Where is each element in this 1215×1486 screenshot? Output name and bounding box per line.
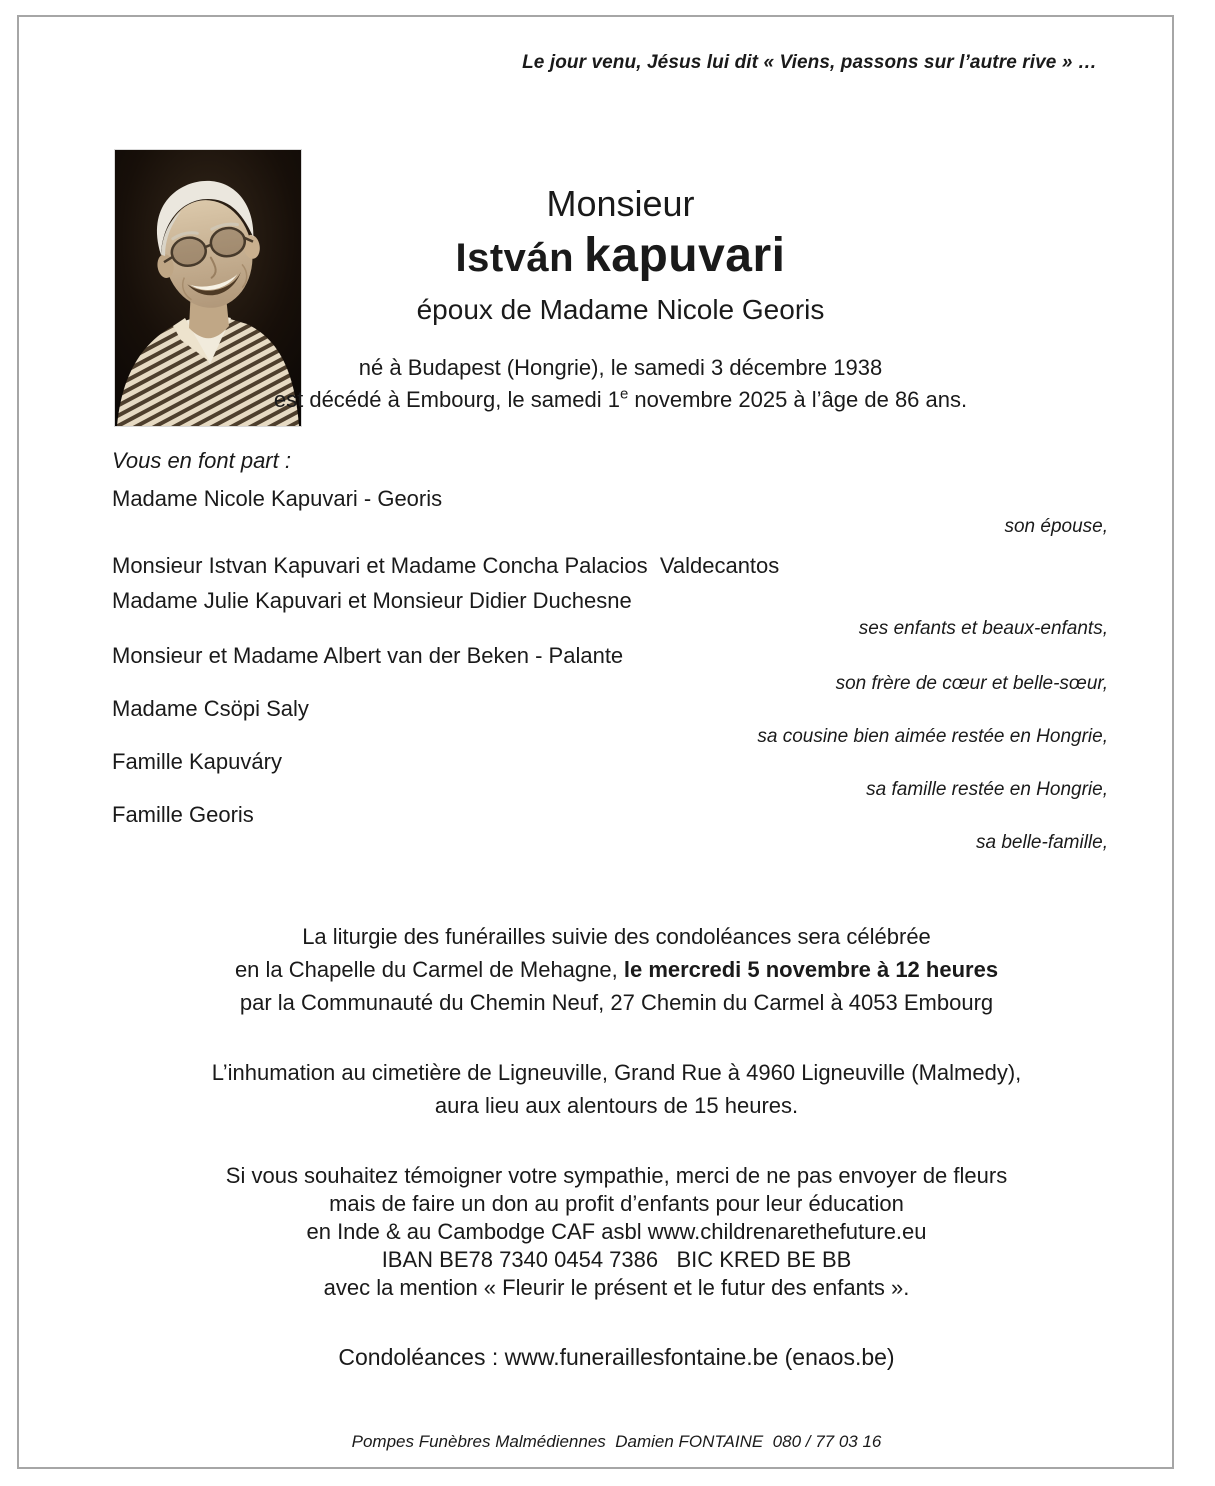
donation-line1: Si vous souhaitez témoigner votre sympathie, merci de ne pas envoyer de fleurs bbox=[225, 1163, 1008, 1188]
death-line-ordinal: e bbox=[619, 385, 629, 403]
deceased-last-name: kapuvari bbox=[584, 229, 786, 282]
family-list bbox=[112, 486, 1108, 855]
burial-details bbox=[0, 1056, 1215, 1122]
deceased-heading bbox=[0, 182, 1215, 416]
family-entry bbox=[112, 643, 1108, 696]
family-entry bbox=[112, 486, 1108, 539]
family-relation: son frère de cœur et belle-sœur, bbox=[835, 673, 1108, 694]
family-relation: son épouse, bbox=[1004, 516, 1108, 537]
deceased-name bbox=[26, 228, 1215, 286]
donation-details bbox=[0, 1162, 1215, 1302]
announcement-intro: Vous en font part : bbox=[112, 448, 291, 473]
birth-line: né à Budapest (Hongrie), le samedi 3 décembre 1938 bbox=[358, 355, 883, 380]
family-entry bbox=[112, 802, 1108, 855]
donation-line2: mais de faire un don au profit d’enfants pour leur éducation bbox=[329, 1191, 904, 1216]
family-relation: sa belle-famille, bbox=[976, 832, 1108, 853]
family-entry bbox=[112, 696, 1108, 749]
ceremony-line2-location: en la Chapelle du Carmel de Mehagne, bbox=[234, 957, 624, 982]
family-relation: sa cousine bien aimée restée en Hongrie, bbox=[757, 726, 1108, 747]
death-line-part1: est décédé à Embourg, le samedi 1 bbox=[273, 387, 620, 412]
family-member-name: Madame Nicole Kapuvari - Georis bbox=[112, 486, 443, 511]
burial-line2: aura lieu aux alentours de 15 heures. bbox=[434, 1093, 799, 1118]
ceremony-details bbox=[0, 920, 1215, 1019]
family-relation: ses enfants et beaux-enfants, bbox=[858, 618, 1108, 639]
civility-title: Monsieur bbox=[546, 183, 695, 224]
family-member-name: Madame Julie Kapuvari et Monsieur Didier Duchesne bbox=[112, 588, 632, 613]
death-line bbox=[26, 384, 1215, 416]
ceremony-line2-datetime: le mercredi 5 novembre à 12 heures bbox=[623, 957, 999, 982]
family-member-name: Monsieur et Madame Albert van der Beken - Palante bbox=[112, 643, 624, 668]
funeral-home-footer: Pompes Funèbres Malmédiennes Damien FONTAINE 080 / 77 03 16 bbox=[351, 1432, 882, 1451]
death-line-part2: novembre 2025 à l’âge de 86 ans. bbox=[628, 387, 968, 412]
family-member-name: Famille Georis bbox=[112, 802, 254, 827]
family-entry bbox=[112, 749, 1108, 802]
family-member-name: Monsieur Istvan Kapuvari et Madame Concha Palacios Valdecantos bbox=[112, 553, 780, 578]
ceremony-line1: La liturgie des funérailles suivie des condoléances sera célébrée bbox=[302, 924, 931, 949]
scripture-quote: Le jour venu, Jésus lui dit « Viens, passons sur l’autre rive » … bbox=[522, 52, 1097, 73]
family-relation: sa famille restée en Hongrie, bbox=[866, 779, 1108, 800]
family-member-name: Famille Kapuváry bbox=[112, 749, 282, 774]
ceremony-line2 bbox=[18, 953, 1215, 986]
donation-iban-line: IBAN BE78 7340 0454 7386 BIC KRED BE BB bbox=[381, 1247, 852, 1272]
deceased-first-name: István bbox=[455, 236, 575, 280]
donation-line3: en Inde & au Cambodge CAF asbl www.childrenarethefuture.eu bbox=[306, 1219, 927, 1244]
condolences-line: Condoléances : www.funeraillesfontaine.be (enaos.be) bbox=[338, 1344, 895, 1370]
spouse-line: époux de Madame Nicole Georis bbox=[416, 294, 825, 325]
donation-line5: avec la mention « Fleurir le présent et le futur des enfants ». bbox=[323, 1275, 910, 1300]
burial-line1: L’inhumation au cimetière de Ligneuville, Grand Rue à 4960 Ligneuville (Malmedy), bbox=[211, 1060, 1022, 1085]
family-entry bbox=[112, 553, 1108, 641]
ceremony-line3: par la Communauté du Chemin Neuf, 27 Chemin du Carmel à 4053 Embourg bbox=[239, 990, 994, 1015]
family-member-name: Madame Csöpi Saly bbox=[112, 696, 309, 721]
